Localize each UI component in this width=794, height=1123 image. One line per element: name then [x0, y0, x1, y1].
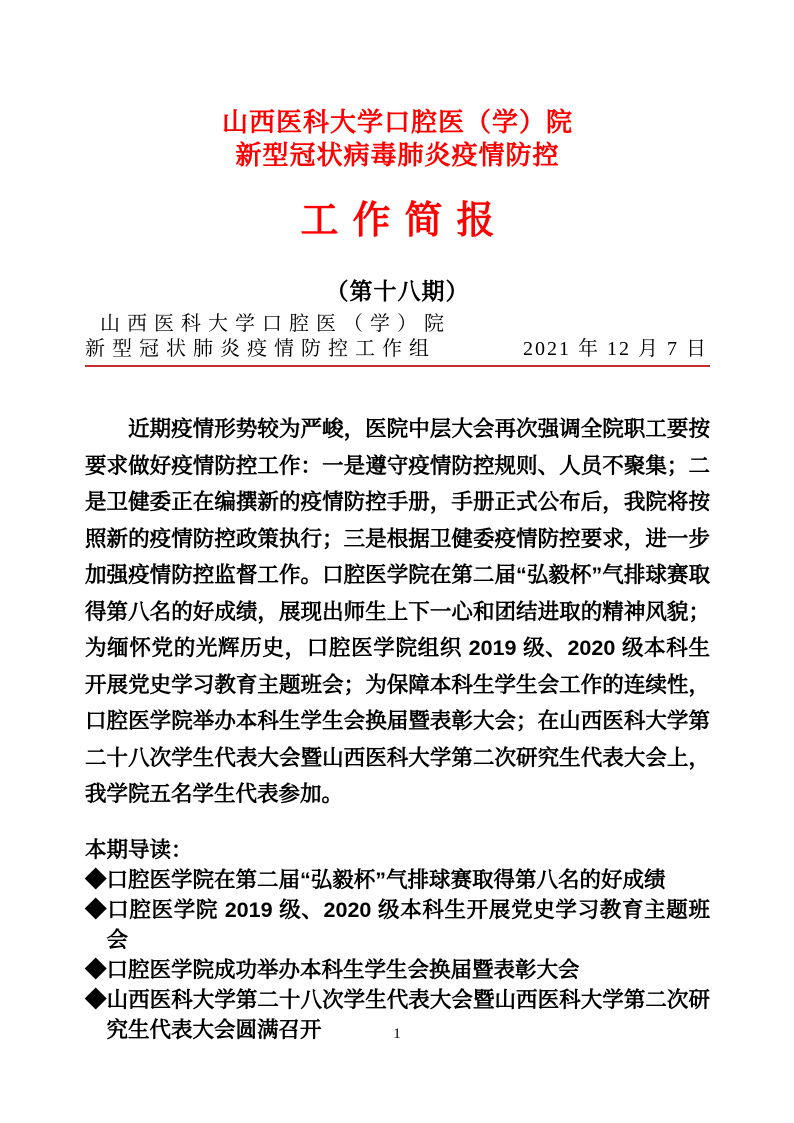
summary-paragraph: 近期疫情形势较为严峻，医院中层大会再次强调全院职工要按要求做好疫情防控工作：一是遵守疫情防控规则、人员不聚集；二是卫健委正在编撰新的疫情防控手册，手册正式公布后，我院将按照新的疫情防控政策执行；三是根据卫健委疫情防控要求，进一步加强疫情防控监督工作。口腔医学院在第二届“弘毅杯”气排球赛取得第八名的好成绩，展现出师生上下一心和团结进取的精神风貌；为缅怀党的光辉历史，口腔医学院组织 2019 级、2020 级本科生开展党史学习教育主题班会；为保障本科生学生会工作的连续性，口腔医学院举办本科生学生会换届暨表彰大会；在山西医科大学第二十八次学生代表大会暨山西医科大学第二次研究生代表大会上，我学院五名学生代表参加。 — [85, 417, 710, 806]
diamond-bullet-icon: ◆ — [85, 957, 107, 982]
digest-item-1 — [85, 865, 710, 895]
digest-heading: 本期导读： — [85, 837, 193, 862]
digest-item-2 — [85, 895, 710, 955]
org-title-line2: 新型冠状病毒肺炎疫情防控 — [235, 140, 560, 170]
masthead-org-line1: 山西医科大学口腔医（学）院 — [100, 313, 451, 335]
page-number: 1 — [393, 1026, 401, 1042]
masthead-org-line2: 新型冠状肺炎疫情防控工作组 — [85, 338, 436, 360]
diamond-bullet-icon: ◆ — [85, 987, 107, 1012]
digest-item-text: 山西医科大学第二十八次学生代表大会暨山西医科大学第二次研究生代表大会圆满召开 — [106, 987, 710, 1042]
org-title-line1: 山西医科大学口腔医（学）院 — [221, 107, 573, 137]
digest-item-text: 口腔医学院成功举办本科生学生会换届暨表彰大会 — [106, 957, 580, 982]
digest-section — [85, 835, 710, 1045]
digest-item-text: 口腔医学院 2019 级、2020 级本科生开展党史学习教育主题班会 — [106, 897, 710, 952]
diamond-bullet-icon: ◆ — [85, 897, 108, 922]
diamond-bullet-icon: ◆ — [85, 867, 107, 892]
document-title: 工作简报 — [300, 200, 509, 242]
issue-number: （第十八期） — [325, 278, 470, 304]
digest-item-text: 口腔医学院在第二届“弘毅杯”气排球赛取得第八名的好成绩 — [106, 867, 666, 892]
masthead-date: 2021 年 12 月 7 日 — [523, 338, 708, 360]
digest-item-3 — [85, 955, 710, 985]
masthead — [85, 312, 710, 367]
